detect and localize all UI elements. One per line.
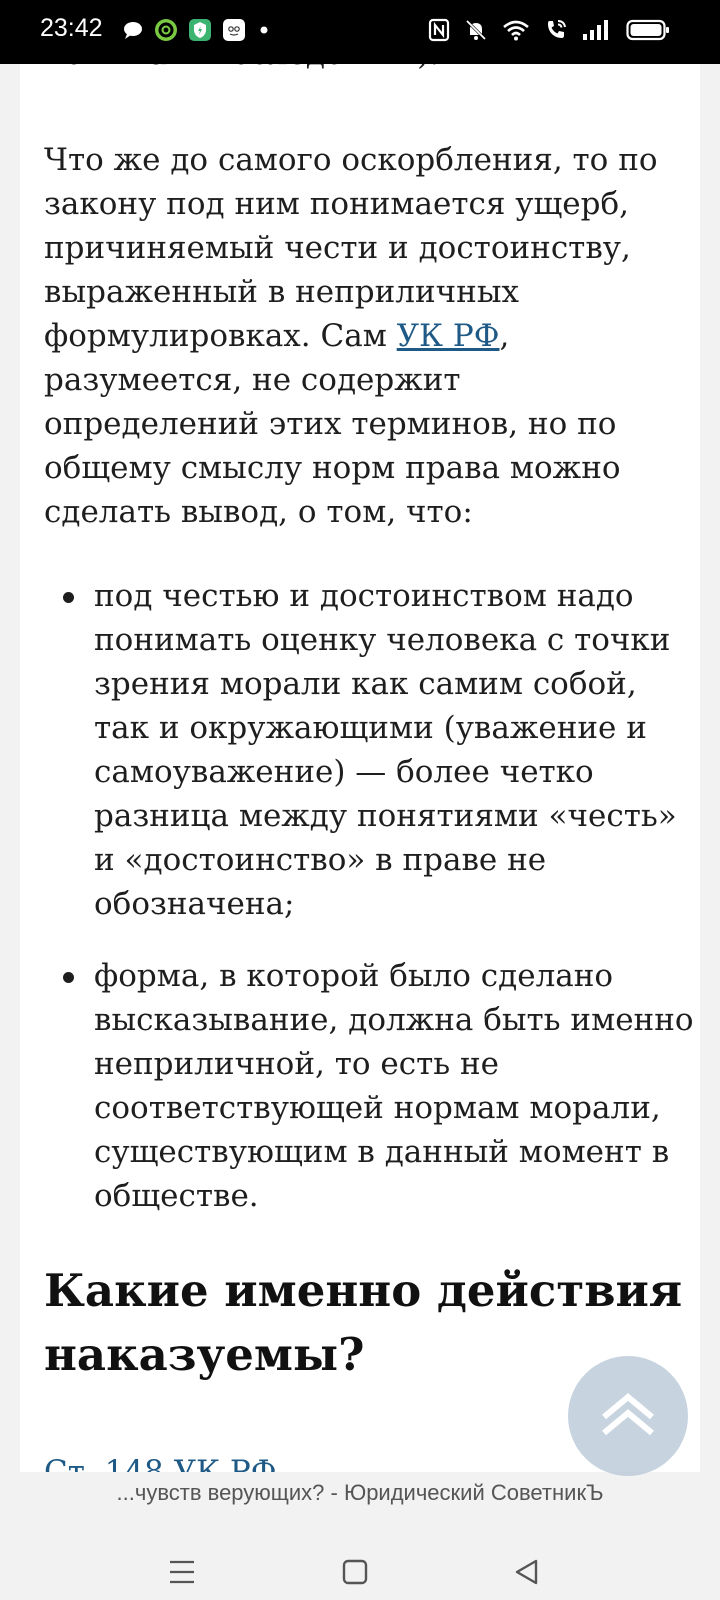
scroll-to-top-button[interactable] xyxy=(568,1356,688,1476)
system-icons xyxy=(428,18,670,46)
notification-icons xyxy=(122,18,272,46)
paragraph-text-after-link: , разумеется, не содержит определений этих терминов, но по общему смыслу норм права можно сделать вывод, о том, что: xyxy=(44,318,621,530)
nav-home-button[interactable] xyxy=(333,1554,377,1594)
bullet-icon xyxy=(63,592,74,603)
paragraph-text-before-link: Что же до самого оскорбления, то по закону под ним понимается ущерб, причиняемый чести и достоинству, выраженный в неприличных формулировках. Сам xyxy=(44,142,658,354)
dot-icon xyxy=(256,22,272,42)
section-heading: Какие именно действия наказуемы? xyxy=(44,1264,683,1381)
app-green-icon xyxy=(154,18,178,46)
battery-icon xyxy=(626,18,670,46)
wifi-call-icon xyxy=(544,18,568,46)
article-body xyxy=(20,64,700,1472)
definition-list xyxy=(44,574,694,926)
web-page[interactable] xyxy=(0,64,720,1472)
status-time: 23:42 xyxy=(40,14,103,42)
bell-muted-icon xyxy=(464,18,488,46)
bottom-bar xyxy=(0,1472,720,1600)
wifi-icon xyxy=(502,19,530,45)
signal-icon xyxy=(582,19,612,45)
list-item-text: под честью и достоинством надо понимать оценку человека с точки зрения морали как самим собой, так и окружающими (уважение и самоуважение) — более четко разница между понятиями «честь» и «достоинство» в праве не обозначена; xyxy=(94,578,677,922)
nfc-icon xyxy=(428,18,450,46)
bullet-icon xyxy=(63,972,74,983)
list-item xyxy=(44,954,694,1218)
menu-icon xyxy=(168,1559,196,1589)
uk-rf-link[interactable]: УК РФ xyxy=(396,318,500,354)
paragraph-insult-definition xyxy=(44,138,684,534)
definition-list-continued xyxy=(44,954,694,1218)
app-security-icon xyxy=(188,18,212,46)
message-icon xyxy=(122,19,144,45)
list-item xyxy=(44,574,694,926)
list-item-text: форма, в которой было сделано высказывание, должна быть именно неприличной, то есть не соответствующей нормам морали, существующим в данный момент в обществе. xyxy=(94,958,694,1214)
square-icon xyxy=(341,1558,369,1590)
double-chevron-up-icon xyxy=(598,1389,658,1443)
back-triangle-icon xyxy=(513,1558,541,1590)
app-avatar-icon xyxy=(222,18,246,46)
page-title-bar[interactable]: ...чувств верующих? - Юридический СоветникЪ xyxy=(116,1480,604,1505)
nav-menu-button[interactable] xyxy=(160,1554,204,1594)
nav-back-button[interactable] xyxy=(505,1554,549,1594)
status-bar xyxy=(0,0,720,64)
